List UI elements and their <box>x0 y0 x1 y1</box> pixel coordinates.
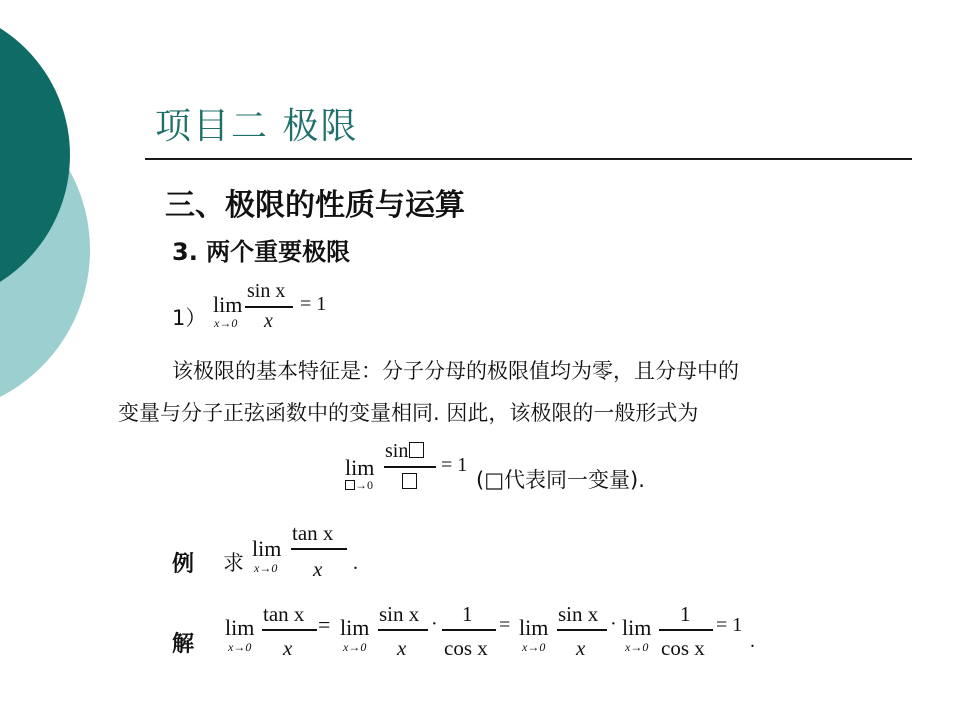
lim-symbol: lim <box>252 536 282 561</box>
lim-symbol: lim <box>213 292 243 317</box>
item-1-label: 1） <box>172 306 207 330</box>
fraction-bar <box>659 629 713 631</box>
dot: · <box>610 613 617 635</box>
slide-title: 项目二 极限 <box>155 106 359 147</box>
fraction-bar <box>291 548 347 550</box>
solution-label: 解 <box>172 632 195 657</box>
box-placeholder <box>402 473 417 489</box>
denominator-x: x <box>397 636 407 660</box>
period: . <box>353 552 358 574</box>
denominator-cos-x: cos x <box>444 636 488 660</box>
box-placeholder <box>409 442 424 458</box>
denominator-x: x <box>313 557 323 581</box>
lim-subscript: x→0 <box>625 640 649 654</box>
fraction-bar <box>442 629 496 631</box>
example-text: 求 <box>223 551 244 575</box>
lim-symbol: lim <box>225 615 255 640</box>
lim-subscript: x→0 <box>228 640 252 654</box>
lim-symbol: lim <box>519 615 549 640</box>
numerator-sin-x: sin x <box>379 602 420 626</box>
box-placeholder <box>345 480 355 490</box>
numerator-sin-x: sin x <box>247 280 286 302</box>
title-divider <box>145 158 912 160</box>
equals: = <box>318 612 331 637</box>
lim-symbol: lim <box>622 615 652 640</box>
numerator-sin-x: sin x <box>558 602 599 626</box>
equals-one: = 1 <box>441 454 468 476</box>
arrow-zero: →0 <box>355 478 373 492</box>
fraction-bar <box>384 466 436 468</box>
numerator-one: 1 <box>462 602 473 626</box>
subsection-heading: 3. 两个重要极限 <box>172 238 351 266</box>
paragraph-line-1: 该极限的基本特征是：分子分母的极限值均为零，且分母中的 <box>172 359 739 383</box>
equals-one: = 1 <box>300 293 327 315</box>
fraction-bar <box>245 306 293 308</box>
equals: = <box>499 614 511 636</box>
denominator-x: x <box>264 310 273 332</box>
dot: · <box>431 613 438 635</box>
fraction-bar <box>262 629 317 631</box>
lim-subscript: x→0 <box>522 640 546 654</box>
fraction-bar <box>378 629 428 631</box>
numerator-sin-box <box>385 440 424 463</box>
numerator-tan-x: tan x <box>263 602 305 626</box>
section-heading: 三、极限的性质与运算 <box>165 188 465 223</box>
lim-subscript <box>345 478 373 493</box>
lim-subscript: x→0 <box>343 640 367 654</box>
denominator-cos-x: cos x <box>661 636 705 660</box>
numerator-tan-x: tan x <box>292 521 334 545</box>
example-label: 例 <box>172 552 195 577</box>
period: . <box>750 630 755 652</box>
lim-subscript: x→0 <box>254 561 278 575</box>
numerator-one: 1 <box>680 602 691 626</box>
general-form-note: (□代表同一变量). <box>476 468 645 492</box>
denominator-box <box>401 473 417 492</box>
lim-symbol: lim <box>345 455 375 480</box>
sin-text: sin <box>385 440 409 462</box>
denominator-x: x <box>283 636 293 660</box>
denominator-x: x <box>576 636 586 660</box>
lim-symbol: lim <box>340 615 370 640</box>
equals-one: = 1 <box>716 614 743 636</box>
fraction-bar <box>557 629 607 631</box>
paragraph-line-2: 变量与分子正弦函数中的变量相同. 因此，该极限的一般形式为 <box>118 401 699 425</box>
lim-subscript: x→0 <box>214 316 238 330</box>
